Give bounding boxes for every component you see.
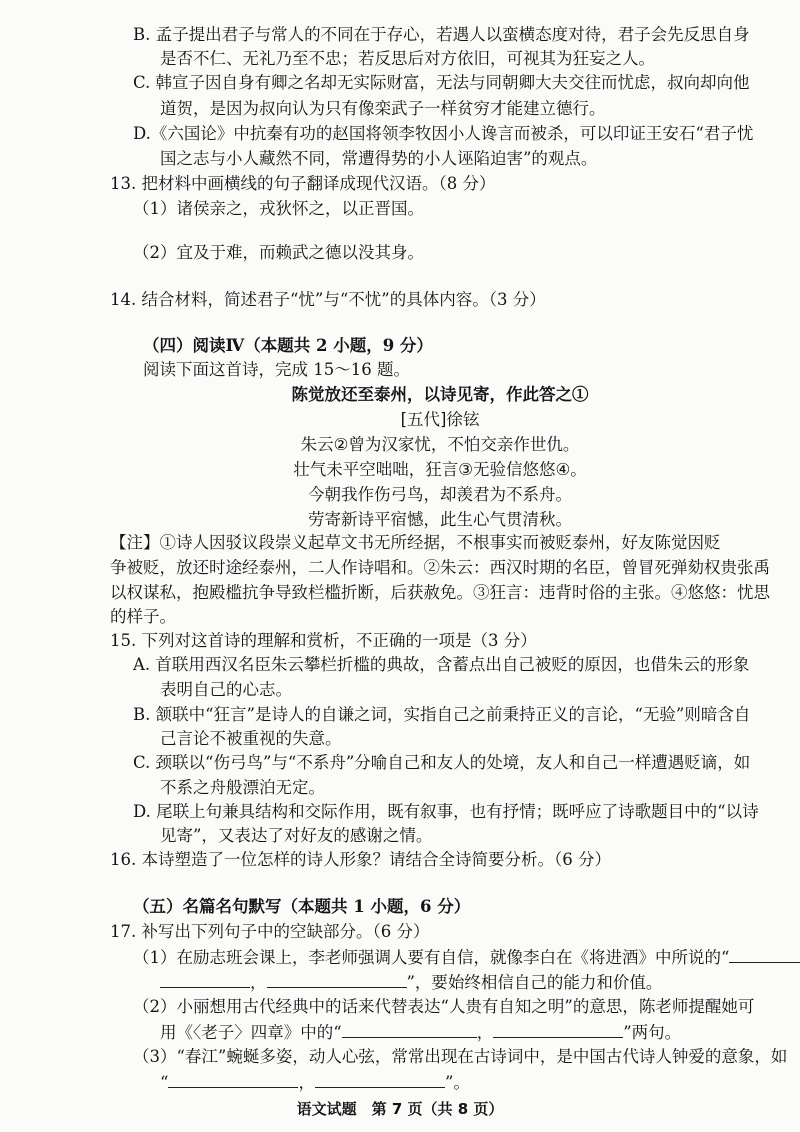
q15-option-c-line1: C. 颈联以“伤弓鸟”与“不系舟”分喻自己和友人的处境，友人和自己一样遭遇贬谪，如: [133, 753, 751, 772]
q15-option-b-line2: 己言论不被重视的失意。: [160, 729, 342, 748]
question-13-sentence-1: （1）诸侯亲之，戎狄怀之，以正晋国。: [133, 199, 424, 218]
section-5-heading: （五）名篇名句默写（本题共 1 小题，6 分）: [133, 897, 471, 916]
q17-item-1-comma: ，: [250, 973, 267, 992]
question-16-stem: 16. 本诗塑造了一位怎样的诗人形象？请结合全诗简要分析。（6 分）: [110, 850, 611, 869]
answer-blank-3b[interactable]: [315, 1069, 445, 1088]
answer-blank-2a[interactable]: [342, 1019, 477, 1038]
question-13-sentence-2: （2）宜及于难，而赖武之德以没其身。: [133, 243, 424, 262]
q15-option-d-line2: 见寄”，又表达了对好友的感谢之情。: [160, 826, 433, 845]
q17-item-3-line2: [160, 1069, 800, 1096]
page-footer: 语文试题 第 7 页（共 8 页）: [296, 1100, 504, 1118]
poem-title: 陈觉放还至泰州，以诗见寄，作此答之①: [291, 385, 589, 404]
question-14-stem: 14. 结合材料，简述君子“忧”与“不忧”的具体内容。（3 分）: [110, 290, 546, 309]
q17-item-1-line1: [133, 944, 800, 971]
note-line-1: 【注】①诗人因驳议段崇义起草文书无所经据，不根事实而被贬泰州，好友陈觉因贬: [110, 533, 721, 552]
poem-line-4: 劳寄新诗平宿憾，此生心气贯清秋。: [308, 510, 572, 529]
poem-author: [五代]徐铉: [400, 410, 480, 429]
q17-item-2-lead: 用《〈老子〉四章》中的“: [160, 1023, 342, 1042]
q12-option-b-line1: B. 孟子提出君子与常人的不同在于存心，若遇人以蛮横态度对待，君子会先反思自身: [133, 25, 750, 44]
q17-item-2-line2: [160, 1019, 800, 1046]
q17-item-1-text: （1）在励志班会课上，李老师强调人要有自信，就像李白在《将进酒》中所说的“: [133, 948, 730, 967]
note-line-2: 争被贬，放还时途经泰州，二人作诗唱和。②朱云：西汉时期的名臣，曾冒死弹劾权贵张禹: [110, 558, 770, 577]
q17-item-3-open-quote: “: [160, 1073, 169, 1092]
q15-option-c-line2: 不系之舟般漂泊无定。: [160, 778, 325, 797]
poem-line-1: 朱云②曾为汉家忧，不怕交亲作世仇。: [300, 435, 580, 454]
answer-blank-2b[interactable]: [493, 1019, 623, 1038]
q17-item-3-comma: ，: [298, 1073, 315, 1092]
answer-blank-1c[interactable]: [267, 969, 407, 988]
question-17-stem: 17. 补写出下列句子中的空缺部分。（6 分）: [110, 922, 430, 941]
q15-option-a-line1: A. 首联用西汉名臣朱云攀栏折槛的典故，含蓄点出自己被贬的原因，也借朱云的形象: [133, 655, 750, 674]
q17-item-2-tail: ”两句。: [623, 1023, 682, 1042]
section-4-heading: （四）阅读Ⅳ（本题共 2 小题，9 分）: [143, 336, 433, 355]
q17-item-2-line1: （2）小丽想用古代经典中的话来代替表达“人贵有自知之明”的意思，陈老师提醒她可: [133, 997, 755, 1016]
poem-line-3: 今朝我作伤弓鸟，却羡君为不系舟。: [308, 485, 572, 504]
answer-blank-3a[interactable]: [168, 1069, 298, 1088]
q15-option-b-line1: B. 颔联中“狂言”是诗人的自谦之词，实指自己之前秉持正义的言论，“无验”则暗含自: [133, 705, 751, 724]
question-13-stem: 13. 把材料中画横线的句子翻译成现代汉语。（8 分）: [110, 174, 496, 193]
q17-item-2-comma: ，: [476, 1023, 494, 1042]
note-line-4: 的样子。: [110, 607, 176, 626]
question-15-stem: 15. 下列对这首诗的理解和赏析，不正确的一项是（3 分）: [110, 631, 537, 650]
q17-item-3-close: ”。: [444, 1073, 470, 1092]
q15-option-d-line1: D. 尾联上句兼具结构和交际作用，既有叙事，也有抒情；既呼应了诗歌题目中的“以诗: [133, 802, 759, 821]
q17-item-1-line2: [160, 969, 800, 996]
q12-option-c-line1: C. 韩宣子因自身有卿之名却无实际财富，无法与同朝卿大夫交往而忧虑，叔向却向他: [133, 73, 750, 92]
q17-item-1-tail: ”，要始终相信自己的能力和价值。: [406, 973, 663, 992]
q12-option-c-line2: 道贺，是因为叔向认为只有像栾武子一样贫穷才能建立德行。: [160, 99, 606, 118]
q17-item-3-line1: （3）“春江”蜿蜒多姿，动人心弦，常常出现在古诗词中，是中国古代诗人钟爱的意象，如: [133, 1047, 788, 1066]
q12-option-d-line1: D.《六国论》中抗秦有功的赵国将领李牧因小人谗言而被杀，可以印证王安石“君子忧: [133, 124, 754, 143]
poem-line-2: 壮气未平空咄咄，狂言③无验信悠悠④。: [293, 460, 587, 479]
q15-option-a-line2: 表明自己的心志。: [160, 680, 292, 699]
q12-option-d-line2: 国之志与小人藏然不同，常遭得势的小人诬陷迫害”的观点。: [160, 149, 598, 168]
section-4-instruction: 阅读下面这首诗，完成 15～16 题。: [143, 360, 410, 379]
answer-blank-1b[interactable]: [160, 969, 250, 988]
q12-option-b-line2: 是否不仁、无礼乃至不忠；若反思后对方依旧，可视其为狂妄之人。: [160, 49, 655, 68]
answer-blank-1a[interactable]: [729, 944, 800, 963]
note-line-3: 以权谋私，抱殿槛抗争导致栏槛折断，后获赦免。③狂言：违背时俗的主张。④悠悠：忧思: [110, 583, 770, 602]
